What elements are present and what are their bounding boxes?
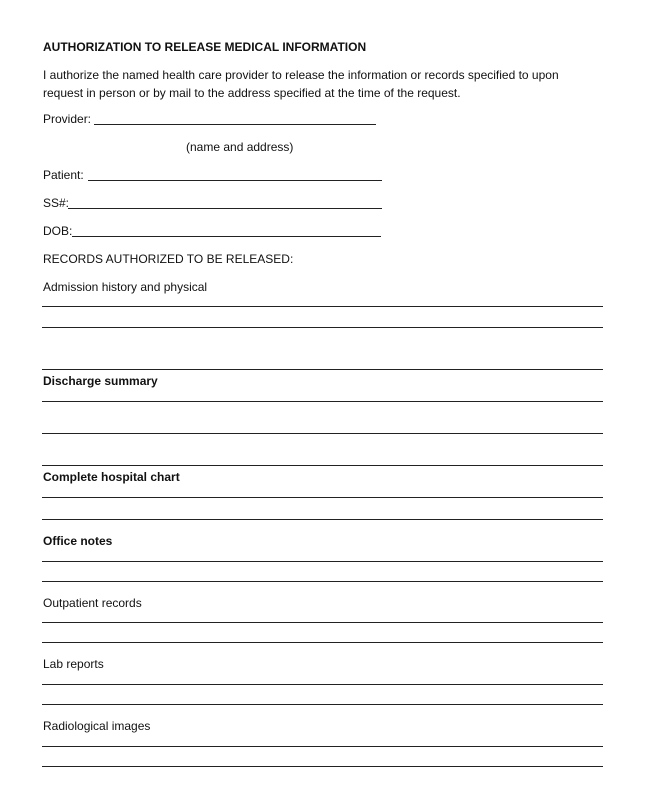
provider-field[interactable] [94,124,376,125]
section-radiology: Radiological images [43,719,151,733]
records-heading: RECORDS AUTHORIZED TO BE RELEASED: [43,252,294,266]
discharge-line[interactable] [42,401,603,402]
hospital-chart-line[interactable] [42,497,603,498]
admission-line[interactable] [42,369,603,370]
lab-line[interactable] [42,704,603,705]
intro-line-2: request in person or by mail to the address specified at the time of the request. [43,86,461,100]
patient-field[interactable] [88,180,382,181]
dob-label: DOB: [43,224,73,238]
patient-label: Patient: [43,168,84,182]
form-title: AUTHORIZATION TO RELEASE MEDICAL INFORMATION [43,40,367,54]
outpatient-line[interactable] [42,622,603,623]
hospital-chart-line[interactable] [42,519,603,520]
outpatient-line[interactable] [42,642,603,643]
radiology-line[interactable] [42,746,603,747]
name-address-hint: (name and address) [186,140,294,154]
discharge-line[interactable] [42,465,603,466]
office-notes-line[interactable] [42,581,603,582]
office-notes-line[interactable] [42,561,603,562]
intro-line-1: I authorize the named health care provider to release the information or records specified to upon [43,68,559,82]
section-lab: Lab reports [43,657,104,671]
section-discharge: Discharge summary [43,374,158,388]
ssn-label: SS#: [43,196,70,210]
intro-paragraph [43,66,603,102]
discharge-line[interactable] [42,433,603,434]
radiology-line[interactable] [42,766,603,767]
section-hospital-chart: Complete hospital chart [43,470,180,484]
section-office-notes: Office notes [43,534,113,548]
lab-line[interactable] [42,684,603,685]
ssn-field[interactable] [68,208,382,209]
admission-line[interactable] [42,327,603,328]
section-admission: Admission history and physical [43,280,208,294]
admission-line[interactable] [42,306,603,307]
provider-label: Provider: [43,112,92,126]
dob-field[interactable] [72,236,381,237]
section-outpatient: Outpatient records [43,596,142,610]
